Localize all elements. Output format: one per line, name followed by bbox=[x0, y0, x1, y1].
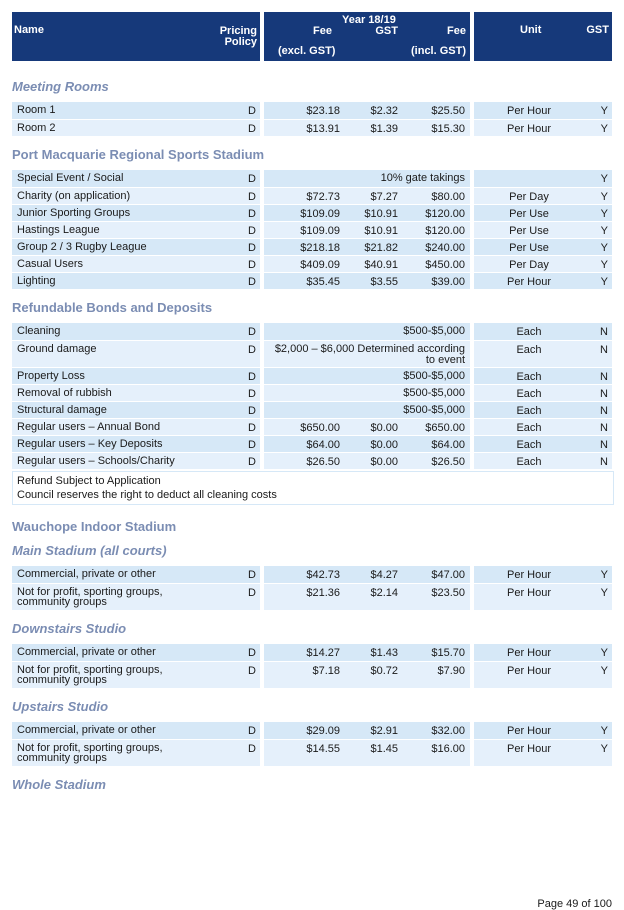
header-name-cell bbox=[12, 12, 260, 61]
name-cell bbox=[12, 402, 260, 418]
row-name: Commercial, private or other bbox=[17, 724, 156, 736]
fee-cell bbox=[264, 722, 470, 739]
row-policy: D bbox=[248, 439, 256, 451]
unit-cell bbox=[474, 644, 612, 661]
unit-cell bbox=[474, 740, 612, 766]
row-gst-flag: Y bbox=[600, 725, 608, 737]
row-fee-excl: $72.73 bbox=[306, 191, 340, 203]
header-incl-gst: (incl. GST) bbox=[411, 45, 466, 57]
row-gst-flag: Y bbox=[600, 191, 608, 203]
name-cell bbox=[12, 222, 260, 238]
row-fee-range: $500-$5,000 bbox=[403, 325, 465, 337]
row-fee-excl: $14.55 bbox=[306, 743, 340, 755]
section-whole-stadium: Whole Stadium bbox=[12, 777, 106, 792]
row-gst-flag: N bbox=[600, 456, 608, 468]
row-fee-incl: $120.00 bbox=[425, 208, 465, 220]
fee-cell bbox=[264, 120, 470, 136]
section-bonds: Refundable Bonds and Deposits bbox=[12, 300, 213, 315]
row-policy: D bbox=[248, 225, 256, 237]
section-stadium: Port Macquarie Regional Sports Stadium bbox=[12, 147, 265, 162]
fee-cell bbox=[264, 170, 470, 187]
unit-cell bbox=[474, 188, 612, 204]
row-fee-incl: $15.30 bbox=[431, 123, 465, 135]
row-fee-excl: $218.18 bbox=[300, 242, 340, 254]
fee-cell bbox=[264, 239, 470, 255]
name-cell bbox=[12, 256, 260, 272]
row-fee-incl: $450.00 bbox=[425, 259, 465, 271]
unit-cell bbox=[474, 722, 612, 739]
row-fee-incl: $650.00 bbox=[425, 422, 465, 434]
row-unit: Per Hour bbox=[506, 647, 552, 659]
row-unit: Each bbox=[516, 422, 542, 434]
row-policy: D bbox=[248, 569, 256, 581]
row-policy: D bbox=[248, 242, 256, 254]
row-fee-excl: $409.09 bbox=[300, 259, 340, 271]
section-downstairs: Downstairs Studio bbox=[12, 621, 127, 636]
row-gst-flag: Y bbox=[600, 123, 608, 135]
unit-cell bbox=[474, 256, 612, 272]
row-fee-range: $500-$5,000 bbox=[403, 387, 465, 399]
row-unit: Per Hour bbox=[506, 105, 552, 117]
row-unit: Each bbox=[516, 326, 542, 338]
row-fee-excl: $35.45 bbox=[306, 276, 340, 288]
header-gst-flag: GST bbox=[586, 24, 609, 36]
row-fee-incl: $80.00 bbox=[431, 191, 465, 203]
row-gst-amount: $1.43 bbox=[370, 647, 398, 659]
section-upstairs: Upstairs Studio bbox=[12, 699, 109, 714]
unit-cell bbox=[474, 120, 612, 136]
row-fee-excl: $21.36 bbox=[306, 587, 340, 599]
table-row bbox=[12, 644, 612, 662]
row-gst-flag: Y bbox=[600, 208, 608, 220]
row-name: Cleaning bbox=[17, 325, 61, 337]
table-row bbox=[12, 584, 612, 611]
row-policy: D bbox=[248, 173, 256, 185]
row-fee-range: $2,000 – $6,000 Determined according to event bbox=[274, 343, 465, 366]
table-row bbox=[12, 273, 612, 290]
row-name: Not for profit, sporting groups, community groups bbox=[17, 586, 163, 608]
name-cell bbox=[12, 584, 260, 610]
unit-cell bbox=[474, 453, 612, 469]
unit-cell bbox=[474, 323, 612, 340]
row-fee-excl: $42.73 bbox=[306, 569, 340, 581]
row-fee-excl: $29.09 bbox=[306, 725, 340, 737]
header-excl-gst: (excl. GST) bbox=[278, 45, 336, 57]
row-fee-incl: $15.70 bbox=[431, 647, 465, 659]
row-fee-excl: $13.91 bbox=[306, 123, 340, 135]
row-unit: Per Hour bbox=[506, 569, 552, 581]
row-name: Not for profit, sporting groups, community groups bbox=[17, 664, 163, 686]
row-name: Casual Users bbox=[17, 258, 84, 270]
row-gst-flag: N bbox=[600, 371, 608, 383]
fee-cell bbox=[264, 323, 470, 340]
row-name: Commercial, private or other bbox=[17, 568, 156, 580]
name-cell bbox=[12, 436, 260, 452]
row-unit: Each bbox=[516, 344, 542, 356]
row-fee-incl: $64.00 bbox=[431, 439, 465, 451]
fee-cell bbox=[264, 644, 470, 661]
row-policy: D bbox=[248, 388, 256, 400]
row-policy: D bbox=[248, 743, 256, 755]
name-cell bbox=[12, 120, 260, 136]
name-cell bbox=[12, 385, 260, 401]
fee-cell bbox=[264, 188, 470, 204]
fee-cell bbox=[264, 273, 470, 289]
row-name: Property Loss bbox=[17, 370, 85, 382]
table-row bbox=[12, 385, 612, 402]
name-cell bbox=[12, 566, 260, 583]
fee-cell bbox=[264, 566, 470, 583]
row-policy: D bbox=[248, 587, 256, 599]
row-gst-flag: N bbox=[600, 326, 608, 338]
row-unit: Each bbox=[516, 405, 542, 417]
fee-cell bbox=[264, 662, 470, 688]
row-name: Special Event / Social bbox=[17, 172, 124, 184]
row-policy: D bbox=[248, 405, 256, 417]
row-policy: D bbox=[248, 665, 256, 677]
row-policy: D bbox=[248, 123, 256, 135]
row-policy: D bbox=[248, 344, 256, 356]
row-fee-range: $500-$5,000 bbox=[403, 404, 465, 416]
row-fee-incl: $25.50 bbox=[431, 105, 465, 117]
row-gst-flag: N bbox=[600, 439, 608, 451]
row-unit: Per Hour bbox=[506, 276, 552, 288]
row-name: Commercial, private or other bbox=[17, 646, 156, 658]
row-fee-incl: $16.00 bbox=[431, 743, 465, 755]
row-gst-amount: $0.00 bbox=[370, 456, 398, 468]
row-gst-flag: Y bbox=[600, 665, 608, 677]
name-cell bbox=[12, 239, 260, 255]
row-gst-flag: N bbox=[600, 344, 608, 356]
fee-cell bbox=[264, 222, 470, 238]
unit-cell bbox=[474, 273, 612, 289]
row-unit: Per Use bbox=[509, 225, 549, 237]
row-unit: Each bbox=[516, 388, 542, 400]
fee-cell bbox=[264, 436, 470, 452]
fee-cell bbox=[264, 341, 470, 367]
row-fee-excl: $109.09 bbox=[300, 208, 340, 220]
row-policy: D bbox=[248, 208, 256, 220]
unit-cell bbox=[474, 436, 612, 452]
row-gst-amount: $0.00 bbox=[370, 439, 398, 451]
name-cell bbox=[12, 453, 260, 469]
name-cell bbox=[12, 188, 260, 204]
row-name: Regular users – Annual Bond bbox=[17, 421, 161, 433]
fee-cell bbox=[264, 385, 470, 401]
name-cell bbox=[12, 644, 260, 661]
row-policy: D bbox=[248, 647, 256, 659]
row-unit: Each bbox=[516, 439, 542, 451]
row-name: Regular users – Key Deposits bbox=[17, 438, 163, 450]
row-gst-amount: $3.55 bbox=[370, 276, 398, 288]
fee-cell bbox=[264, 256, 470, 272]
row-unit: Per Hour bbox=[506, 725, 552, 737]
row-fee-incl: $23.50 bbox=[431, 587, 465, 599]
table-row bbox=[12, 662, 612, 689]
row-fee-incl: $240.00 bbox=[425, 242, 465, 254]
table-row bbox=[12, 368, 612, 385]
row-unit: Per Hour bbox=[506, 665, 552, 677]
fee-cell bbox=[264, 584, 470, 610]
row-gst-flag: Y bbox=[600, 173, 608, 185]
row-gst-flag: Y bbox=[600, 569, 608, 581]
header-fee-excl: Fee bbox=[313, 25, 332, 37]
row-gst-flag: Y bbox=[600, 276, 608, 288]
name-cell bbox=[12, 323, 260, 340]
row-gst-amount: $21.82 bbox=[364, 242, 398, 254]
row-policy: D bbox=[248, 371, 256, 383]
row-name: Lighting bbox=[17, 275, 56, 287]
row-name: Junior Sporting Groups bbox=[17, 207, 131, 219]
table-row bbox=[12, 341, 612, 368]
name-cell bbox=[12, 341, 260, 367]
name-cell bbox=[12, 740, 260, 766]
name-cell bbox=[12, 170, 260, 187]
row-gst-amount: $4.27 bbox=[370, 569, 398, 581]
row-gst-amount: $1.45 bbox=[370, 743, 398, 755]
unit-cell bbox=[474, 102, 612, 119]
row-policy: D bbox=[248, 276, 256, 288]
unit-cell bbox=[474, 368, 612, 384]
row-unit: Per Use bbox=[509, 208, 549, 220]
fee-cell bbox=[264, 419, 470, 435]
fee-cell bbox=[264, 740, 470, 766]
table-row bbox=[12, 740, 612, 767]
row-name: Room 1 bbox=[17, 104, 56, 116]
row-fee-excl: $109.09 bbox=[300, 225, 340, 237]
bond-note-line1: Refund Subject to Application bbox=[17, 475, 161, 487]
unit-cell bbox=[474, 662, 612, 688]
row-name: Room 2 bbox=[17, 122, 56, 134]
unit-cell bbox=[474, 222, 612, 238]
row-fee-incl: $120.00 bbox=[425, 225, 465, 237]
bond-note-line2: Council reserves the right to deduct all cleaning costs bbox=[17, 489, 277, 501]
row-name: Hastings League bbox=[17, 224, 100, 236]
row-fee-excl: $650.00 bbox=[300, 422, 340, 434]
row-gst-amount: $2.14 bbox=[370, 587, 398, 599]
table-row bbox=[12, 419, 612, 436]
row-gst-amount: $10.91 bbox=[364, 225, 398, 237]
unit-cell bbox=[474, 584, 612, 610]
row-gst-amount: $0.72 bbox=[370, 665, 398, 677]
row-unit: Per Day bbox=[509, 191, 549, 203]
row-gst-flag: Y bbox=[600, 259, 608, 271]
table-row bbox=[12, 239, 612, 256]
row-policy: D bbox=[248, 456, 256, 468]
row-gst-flag: Y bbox=[600, 225, 608, 237]
unit-cell bbox=[474, 170, 612, 187]
header-name: Name bbox=[14, 24, 44, 36]
row-fee-excl: $64.00 bbox=[306, 439, 340, 451]
fee-cell bbox=[264, 402, 470, 418]
row-name: Removal of rubbish bbox=[17, 387, 112, 399]
name-cell bbox=[12, 102, 260, 119]
unit-cell bbox=[474, 341, 612, 367]
header-gst: GST bbox=[375, 25, 398, 37]
row-fee-excl: $23.18 bbox=[306, 105, 340, 117]
row-gst-flag: Y bbox=[600, 105, 608, 117]
row-name: Not for profit, sporting groups, community groups bbox=[17, 742, 163, 764]
unit-cell bbox=[474, 419, 612, 435]
row-policy: D bbox=[248, 105, 256, 117]
header-year: Year 18/19 bbox=[342, 14, 396, 26]
name-cell bbox=[12, 662, 260, 688]
row-unit: Per Hour bbox=[506, 123, 552, 135]
unit-cell bbox=[474, 239, 612, 255]
row-unit: Per Hour bbox=[506, 743, 552, 755]
header-fee-cell bbox=[264, 12, 470, 61]
fee-cell bbox=[264, 453, 470, 469]
name-cell bbox=[12, 722, 260, 739]
row-gst-flag: N bbox=[600, 388, 608, 400]
row-name: Group 2 / 3 Rugby League bbox=[17, 241, 147, 253]
row-unit: Each bbox=[516, 371, 542, 383]
row-fee-excl: $26.50 bbox=[306, 456, 340, 468]
row-gst-flag: Y bbox=[600, 587, 608, 599]
row-fee-excl: $7.18 bbox=[312, 665, 340, 677]
row-policy: D bbox=[248, 725, 256, 737]
row-gst-amount: $7.27 bbox=[370, 191, 398, 203]
table-row bbox=[12, 170, 612, 188]
name-cell bbox=[12, 273, 260, 289]
row-fee-incl: $7.90 bbox=[437, 665, 465, 677]
row-policy: D bbox=[248, 326, 256, 338]
row-gst-amount: $2.32 bbox=[370, 105, 398, 117]
name-cell bbox=[12, 368, 260, 384]
row-fee-incl: $32.00 bbox=[431, 725, 465, 737]
row-fee-incl: $39.00 bbox=[431, 276, 465, 288]
row-name: Structural damage bbox=[17, 404, 107, 416]
row-gst-flag: Y bbox=[600, 647, 608, 659]
row-fee-excl: $14.27 bbox=[306, 647, 340, 659]
row-policy: D bbox=[248, 191, 256, 203]
table-row bbox=[12, 102, 612, 120]
name-cell bbox=[12, 205, 260, 221]
table-row bbox=[12, 402, 612, 419]
row-fee-incl: $47.00 bbox=[431, 569, 465, 581]
row-unit: Per Day bbox=[509, 259, 549, 271]
row-gst-amount: $10.91 bbox=[364, 208, 398, 220]
table-row bbox=[12, 436, 612, 453]
row-gst-flag: N bbox=[600, 422, 608, 434]
header-pricing-1: Pricing bbox=[219, 25, 257, 37]
unit-cell bbox=[474, 402, 612, 418]
table-row bbox=[12, 256, 612, 273]
header-fee-incl: Fee bbox=[447, 25, 466, 37]
section-meeting-rooms: Meeting Rooms bbox=[12, 79, 109, 94]
table-row bbox=[12, 566, 612, 584]
table-row bbox=[12, 120, 612, 137]
name-cell bbox=[12, 419, 260, 435]
bond-note bbox=[12, 471, 614, 505]
row-name: Charity (on application) bbox=[17, 190, 131, 202]
row-unit: Per Hour bbox=[506, 587, 552, 599]
table-row bbox=[12, 188, 612, 205]
unit-cell bbox=[474, 566, 612, 583]
row-name: Regular users – Schools/Charity bbox=[17, 455, 175, 467]
header-unit: Unit bbox=[520, 24, 542, 36]
row-gst-amount: $1.39 bbox=[370, 123, 398, 135]
table-row bbox=[12, 722, 612, 740]
row-gst-flag: Y bbox=[600, 743, 608, 755]
row-fee-range: $500-$5,000 bbox=[403, 370, 465, 382]
row-gst-flag: Y bbox=[600, 242, 608, 254]
row-unit: Each bbox=[516, 456, 542, 468]
unit-cell bbox=[474, 205, 612, 221]
row-unit: Per Use bbox=[509, 242, 549, 254]
header-pricing-2: Policy bbox=[224, 36, 257, 48]
table-row bbox=[12, 205, 612, 222]
unit-cell bbox=[474, 385, 612, 401]
fee-cell bbox=[264, 368, 470, 384]
fee-cell bbox=[264, 102, 470, 119]
row-gst-amount: $2.91 bbox=[370, 725, 398, 737]
row-gst-flag: N bbox=[600, 405, 608, 417]
fee-cell bbox=[264, 205, 470, 221]
page-number: Page 49 of 100 bbox=[537, 898, 612, 910]
row-gst-amount: $40.91 bbox=[364, 259, 398, 271]
section-main-stadium: Main Stadium (all courts) bbox=[12, 543, 167, 558]
table-row bbox=[12, 222, 612, 239]
row-fee-range: 10% gate takings bbox=[380, 172, 465, 184]
row-name: Ground damage bbox=[17, 343, 97, 355]
section-wauchope: Wauchope Indoor Stadium bbox=[12, 519, 177, 534]
row-policy: D bbox=[248, 259, 256, 271]
table-row bbox=[12, 323, 612, 341]
table-row bbox=[12, 453, 612, 470]
row-fee-incl: $26.50 bbox=[431, 456, 465, 468]
header-unit-cell bbox=[474, 12, 612, 61]
row-policy: D bbox=[248, 422, 256, 434]
row-gst-amount: $0.00 bbox=[370, 422, 398, 434]
